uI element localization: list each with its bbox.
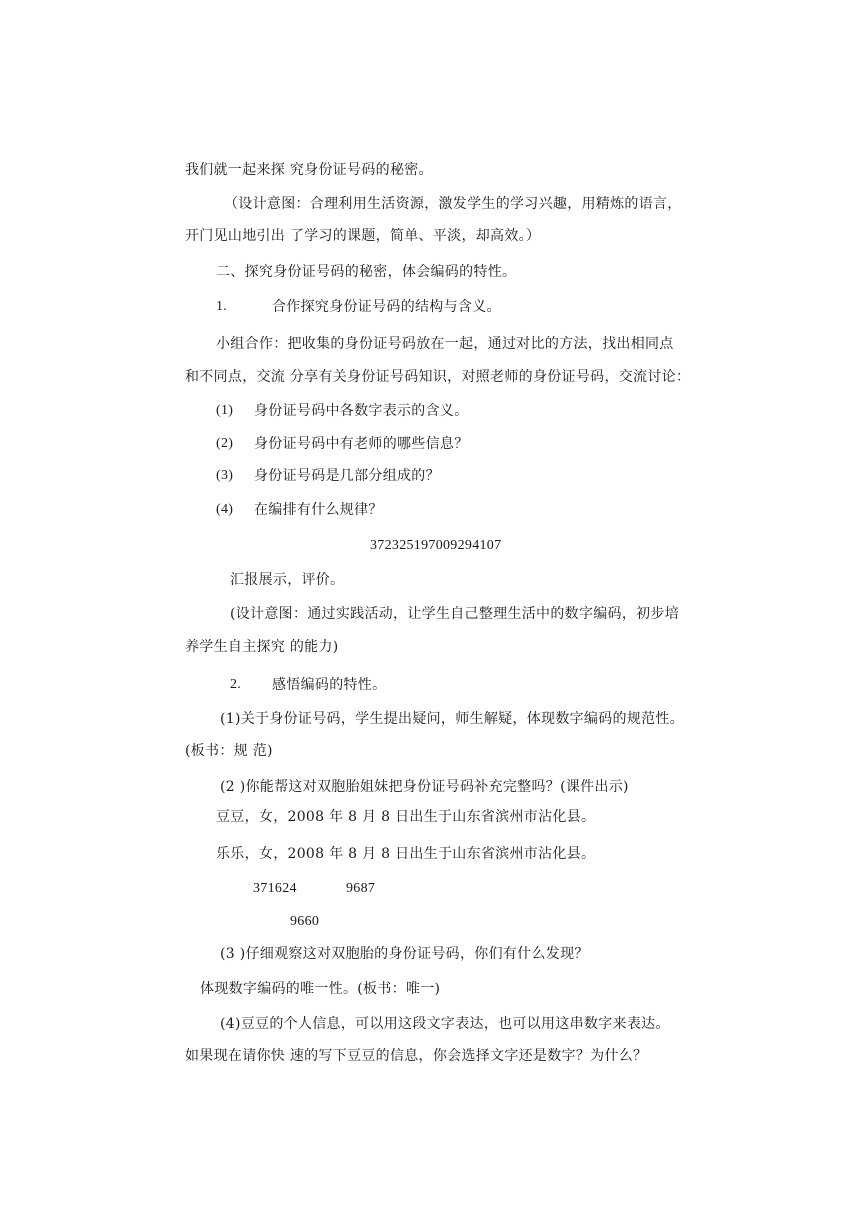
list-item: 身份证号码中各数字表示的含义。 [254,403,469,419]
list-item: 在编排有什么规律？ [254,502,383,518]
list-marker: (2) [216,436,234,451]
id-fragment: 371624 [253,881,297,896]
list-marker: (1) [216,403,234,418]
item-number: 1. [216,299,228,314]
text-line: (板书：规 范) [185,743,273,759]
id-fragment: 9660 [290,914,320,929]
text-line: 养学生自主探究 的能力) [185,639,339,655]
text-line: 我们就一起来探 究身份证号码的秘密。 [185,162,433,178]
id-number: 372325197009294107 [370,538,502,553]
list-marker: (4) [216,502,234,517]
id-fragment: 9687 [346,881,376,896]
text-line: 豆豆，女，2008 年 8 月 8 日出生于山东省滨州市沾化县。 [216,809,596,825]
text-line: (4)豆豆的个人信息，可以用这段文字表达，也可以用这串数字来表达。 [220,1016,670,1032]
text-line: (1)关于身份证号码，学生提出疑问，师生解疑，体现数字编码的规范性。 [220,711,685,727]
text-line: 和不同点，交流 分享有关身份证号码知识，对照老师的身份证号码，交流讨论： [185,369,691,385]
item-title: 感悟编码的特性。 [272,677,387,693]
text-line: 体现数字编码的唯一性。(板书：唯一) [200,981,441,997]
text-line: （设计意图：合理利用生活资源，激发学生的学习兴趣，用精炼的语言， [224,196,682,212]
text-line: 如果现在请你快 速的写下豆豆的信息，你会选择文字还是数字？为什么？ [185,1048,648,1064]
list-item: 身份证号码中有老师的哪些信息？ [254,436,469,452]
section-heading: 二、探究身份证号码的秘密，体会编码的特性。 [216,264,517,280]
item-number: 2. [230,677,242,692]
list-marker: (3) [216,468,234,483]
list-item: 身份证号码是几部分组成的？ [254,468,440,484]
text-line: 小组合作：把收集的身份证号码放在一起，通过对比的方法，找出相同点 [216,336,674,352]
text-line: (2 )你能帮这对双胞胎姐妹把身份证号码补充完整吗？(课件出示) [220,779,629,795]
text-line: (设计意图：通过实践活动，让学生自己整理生活中的数字编码，初步培 [230,606,680,622]
item-title: 合作探究身份证号码的结构与含义。 [272,299,501,315]
text-line: 开门见山地引出 了学习的课题，简单、平淡，却高效。） [185,228,541,244]
text-line: 汇报展示，评价。 [230,572,345,588]
text-line: (3 )仔细观察这对双胞胎的身份证号码，你们有什么发现？ [220,946,589,962]
text-line: 乐乐，女，2008 年 8 月 8 日出生于山东省滨州市沾化县。 [216,846,596,862]
